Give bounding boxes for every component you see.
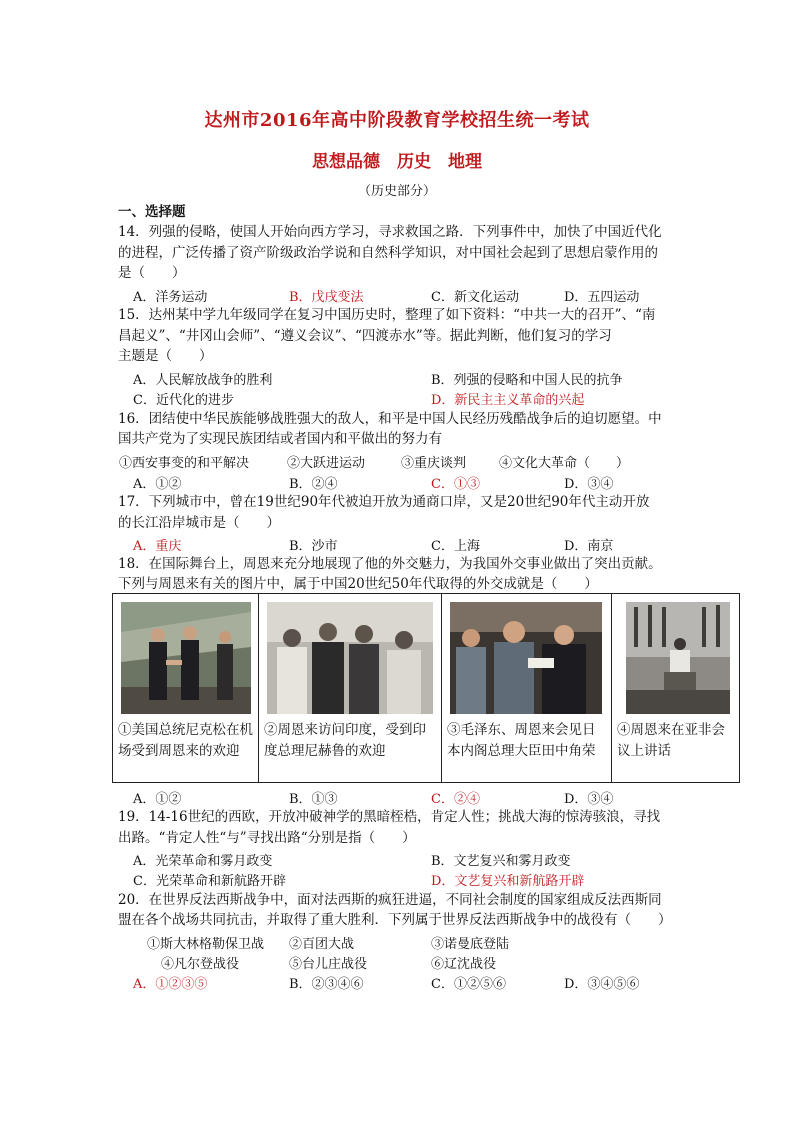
q16-option-d: D．③④ (564, 477, 614, 492)
q16-item-3: ③重庆谈判 (401, 456, 467, 471)
photo-caption-1: ①美国总统尼克松在机场受到周恩来的欢迎 (118, 722, 253, 759)
q14-line-2: 的进程，广泛传播了资产阶级政治学说和自然科学知识，对中国社会起到了思想启蒙作用的 (118, 245, 658, 261)
q15-option-a: A．人民解放战争的胜利 (133, 373, 273, 388)
q20-line-2: 盟在各个战场共同抗击，并取得了重大胜利．下列属于世界反法西斯战争中的战役有（ ） (118, 912, 672, 928)
photo-tanaka-meeting (450, 602, 602, 714)
q14-option-c: C．新文化运动 (431, 290, 519, 305)
q18-option-d: D．③④ (564, 792, 614, 807)
q20-item-6: ⑥辽沈战役 (431, 957, 497, 972)
q14-line-1: 14．列强的侵略，使国人开始向西方学习，寻求救国之路．下列事件中，加快了中国近代化 (118, 224, 662, 240)
q14-line-3: 是（ ） (118, 265, 186, 281)
q20-item-4: ④凡尔登战役 (161, 957, 240, 972)
photo-nixon-airport (121, 602, 251, 714)
q19-option-d: D．文艺复兴和新航路开辟 (431, 874, 585, 889)
q15-line-2: 昌起义”、“井冈山会师”、“遵义会议”、“四渡赤水”等。据此判断，他们复习的学习 (118, 328, 612, 344)
photo-caption-2: ②周恩来访问印度，受到印度总理尼赫鲁的欢迎 (264, 722, 426, 759)
q17-option-d: D．南京 (564, 539, 614, 554)
exam-subtitle: 思想品德 历史 地理 (312, 152, 482, 172)
photo-cell-4 (612, 594, 739, 782)
q16-item-1: ①西安事变的和平解决 (119, 456, 250, 471)
q16-option-c: C．①③ (431, 477, 480, 492)
q15-option-b: B．列强的侵略和中国人民的抗争 (431, 373, 623, 388)
q20-option-b: B．②③④⑥ (289, 977, 364, 992)
q16-line-1: 16．团结使中华民族能够战胜强大的敌人，和平是中国人民经历残酷战争后的迫切愿望。中 (118, 411, 662, 427)
photo-table (112, 593, 740, 783)
q16-line-2: 国共产党为了实现民族团结或者国内和平做出的努力有 (118, 431, 442, 447)
q20-item-1: ①斯大林格勒保卫战 (147, 937, 265, 952)
q17-option-a: A．重庆 (133, 539, 182, 554)
q18-line-1: 18．在国际舞台上，周恩来充分地展现了他的外交魅力，为我国外交事业做出了突出贡献。 (118, 556, 662, 572)
photo-cell-3 (442, 594, 612, 782)
photo-caption-3: ③毛泽东、周恩来会见日本内阁总理大臣田中角荣 (447, 722, 596, 759)
q20-item-3: ③诺曼底登陆 (431, 937, 510, 952)
q14-option-a: A．洋务运动 (133, 290, 208, 305)
q18-option-c: C．②④ (431, 792, 480, 807)
q19-line-2: 出路。“肯定人性“与”寻找出路“分别是指（ ） (118, 830, 416, 846)
q20-item-2: ②百团大战 (289, 937, 355, 952)
q20-item-5: ⑤台儿庄战役 (289, 957, 368, 972)
photo-caption-4: ④周恩来在亚非会议上讲话 (617, 722, 725, 759)
photo-nehru-visit (267, 602, 433, 714)
q16-option-b: B．②④ (289, 477, 338, 492)
q19-option-c: C．光荣革命和新航路开辟 (133, 874, 286, 889)
q17-line-1: 17．下列城市中，曾在19世纪90年代被迫开放为通商口岸，又是20世纪90年代主动开放 (118, 494, 650, 510)
q20-line-1: 20．在世界反法西斯战争中，面对法西斯的疯狂进逼，不同社会制度的国家组成反法西斯同 (118, 892, 662, 908)
part-label: （历史部分） (357, 184, 436, 199)
q17-line-2: 的长江沿岸城市是（ ） (118, 515, 280, 531)
q20-option-c: C．①②⑤⑥ (431, 977, 506, 992)
q15-option-d: D．新民主主义革命的兴起 (431, 393, 585, 408)
q16-item-4: ④文化大革命（ ） (499, 456, 630, 471)
q20-option-a: A．①②③⑤ (133, 977, 208, 992)
q16-item-2: ②大跃进运动 (287, 456, 366, 471)
q19-option-b: B．文艺复兴和雾月政变 (431, 854, 571, 869)
q19-option-a: A．光荣革命和雾月政变 (133, 854, 273, 869)
photo-bandung-speech (626, 602, 730, 714)
q20-option-d: D．③④⑤⑥ (564, 977, 640, 992)
q15-option-c: C．近代化的进步 (133, 393, 234, 408)
q18-option-a: A．①② (133, 792, 182, 807)
q18-option-b: B．①③ (289, 792, 338, 807)
q18-line-2: 下列与周恩来有关的图片中，属于中国20世纪50年代取得的外交成就是（ ） (118, 576, 598, 592)
photo-cell-2 (259, 594, 442, 782)
q17-option-b: B．沙市 (289, 539, 338, 554)
section-heading: 一、选择题 (118, 204, 186, 220)
photo-cell-1 (113, 594, 259, 782)
q15-line-1: 15．达州某中学九年级同学在复习中国历史时，整理了如下资料：“中共一大的召开”、“南 (118, 307, 656, 323)
q14-option-b: B．戊戌变法 (289, 290, 364, 305)
q15-line-3: 主题是（ ） (118, 348, 213, 364)
q17-option-c: C．上海 (431, 539, 480, 554)
exam-title: 达州市2016年高中阶段教育学校招生统一考试 (204, 110, 590, 131)
q19-line-1: 19．14-16世纪的西欧，开放冲破神学的黑暗桎梏，肯定人性；挑战大海的惊涛骇浪，寻找 (118, 809, 661, 825)
q14-option-d: D．五四运动 (564, 290, 640, 305)
q16-option-a: A．①② (133, 477, 182, 492)
